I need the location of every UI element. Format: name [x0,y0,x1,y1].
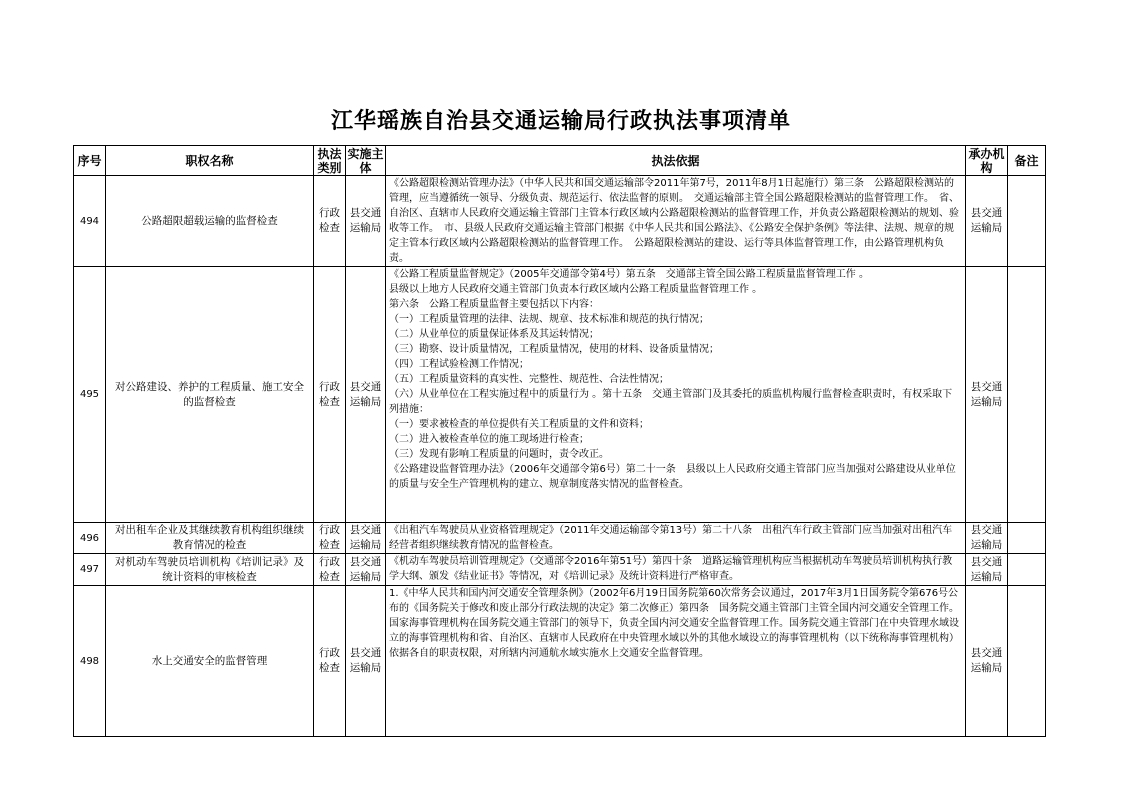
row-note [1008,586,1046,737]
header-no: 序号 [74,146,106,176]
row-no: 498 [74,586,106,737]
row-body: 县交通运输局 [346,554,386,586]
row-org: 县交通运输局 [966,176,1008,267]
row-name: 水上交通安全的监督管理 [106,586,314,737]
table-row [74,176,1046,267]
row-type: 行政检查 [314,267,346,523]
page-title: 江华瑶族自治县交通运输局行政执法事项清单 [330,108,791,134]
row-note [1008,523,1046,554]
basis-line: （五）工程质量资料的真实性、完整性、规范性、合法性情况； [389,374,669,385]
basis-line: 《公路建设监督管理办法》（2006年交通部令第6号）第二十一条 县级以上人民政府交通主管部门应当加强对公路建设从业单位的质量与安全生产管理机构的建立、规章制度落实情况的监督检查。 [389,464,956,490]
row-type: 行政检查 [314,586,346,737]
basis-line: （三）勘察、设计质量情况，工程质量情况，使用的材料、设备质量情况； [389,344,719,355]
basis-line: （三）发现有影响工程质量的问题时，责令改正。 [389,449,609,460]
row-name: 对机动车驾驶员培训机构《培训记录》及统计资料的审核检查 [106,554,314,586]
header-note: 备注 [1008,146,1046,176]
row-note [1008,267,1046,523]
row-type: 行政检查 [314,523,346,554]
row-org: 县交通运输局 [966,586,1008,737]
basis-line: 《公路工程质量监督规定》（2005年交通部令第4号）第五条 交通部主管全国公路工程质量监督管理工作 。 [389,269,869,280]
basis-line: （一）工程质量管理的法律、法规、规章、技术标准和规范的执行情况； [389,314,709,325]
header-org: 承办机构 [966,146,1008,176]
basis-line: 第六条 公路工程质量监督主要包括以下内容： [389,299,599,310]
basis-line: 《公路超限检测站管理办法》（中华人民共和国交通运输部令2011年第7号，2011年8月1日起施行）第三条 公路超限检测站的管理，应当遵循统一领导、分级负责、规范运行、依法监督的原则。 交通运输部主管全国公路超限检测站的监督管理工作。 省、自治区、直辖市人民政府交通运输主管部门主管本行政区域内公路超限检测站的监督管理工作，并负责公路超限检测站的规划、验收等工作。 市、县级人民政府交通运输主管部门根据《中华人民共和国公路法》、《公路安全保护条例》等法律、法规、规章的规定主管本行政区域内公路超限检测站的监督管理工作。 公路超限检测站的建设、运行等具体监督管理工作，由公路管理机构负责。 [389,178,959,264]
header-basis: 执法依据 [386,146,966,176]
basis-line: 《出租汽车驾驶员从业资格管理规定》（2011年交通运输部令第13号）第二十八条 出租汽车行政主管部门应当加强对出租汽车经营者组织继续教育情况的监督检查。 [389,525,953,551]
row-type: 行政检查 [314,176,346,267]
basis-line: 1.《中华人民共和国内河交通安全管理条例》（2002年6月19日国务院第60次常务会议通过，2017年3月1日国务院令第676号公布的《国务院关于修改和废止部分行政法规的决定》第二次修正）第四条 国务院交通主管部门主管全国内河交通安全管理工作。国家海事管理机构在国务院交通主管部门的领导下，负责全国内河交通安全监督管理工作。国务院交通主管部门在中央管理水域设立的海事管理机构和省、自治区、直辖市人民政府在中央管理水域以外的其他水域设立的海事管理机构（以下统称海事管理机构）依据各自的职责权限，对所辖内河通航水域实施水上交通安全监督管理。 [389,588,959,659]
row-name: 对出租车企业及其继续教育机构组织继续教育情况的检查 [106,523,314,554]
row-note [1008,554,1046,586]
row-org: 县交通运输局 [966,523,1008,554]
table-row [74,586,1046,737]
basis-line: （二）从业单位的质量保证体系及其运转情况； [389,329,599,340]
row-no: 496 [74,523,106,554]
row-body: 县交通运输局 [346,523,386,554]
basis-line: （一）要求被检查的单位提供有关工程质量的文件和资料； [389,419,649,430]
basis-line: （二）进入被检查单位的施工现场进行检查； [389,434,589,445]
basis-line: （四）工程试验检测工作情况； [389,359,529,370]
row-note [1008,176,1046,267]
header-body: 实施主体 [347,146,384,175]
header-type: 执法类别 [314,146,346,176]
row-org: 县交通运输局 [966,554,1008,586]
enforcement-table [73,145,1046,737]
row-basis [386,176,966,267]
header-name: 职权名称 [106,146,314,176]
row-body: 县交通运输局 [346,267,386,523]
basis-line: 《机动车驾驶员培训管理规定》（交通部令2016年第51号）第四十条 道路运输管理机构应当根据机动车驾驶员培训机构执行教学大纲、颁发《结业证书》等情况，对《培训记录》及统计资料进行严格审查。 [389,556,953,582]
row-basis [386,586,966,737]
row-body: 县交通运输局 [346,586,386,737]
row-no: 497 [74,554,106,586]
row-name: 对公路建设、养护的工程质量、施工安全的监督检查 [106,267,314,523]
row-org: 县交通运输局 [966,267,1008,523]
row-basis [386,554,966,586]
basis-line: （六）从业单位在工程实施过程中的质量行为 。第十五条 交通主管部门及其委托的质监机构履行监督检查职责时，有权采取下列措施： [389,389,953,415]
row-no: 495 [74,267,106,523]
table-row [74,554,1046,586]
table-header-row [74,146,1046,176]
basis-line: 县级以上地方人民政府交通主管部门负责本行政区域内公路工程质量监督管理工作 。 [389,284,763,295]
table-row [74,523,1046,554]
row-no: 494 [74,176,106,267]
row-body: 县交通运输局 [346,176,386,267]
enforcement-table-container [73,145,1045,674]
row-type: 行政检查 [314,554,346,586]
row-basis [386,267,966,523]
table-row [74,267,1046,523]
row-name: 公路超限超载运输的监督检查 [106,176,314,267]
row-basis [386,523,966,554]
